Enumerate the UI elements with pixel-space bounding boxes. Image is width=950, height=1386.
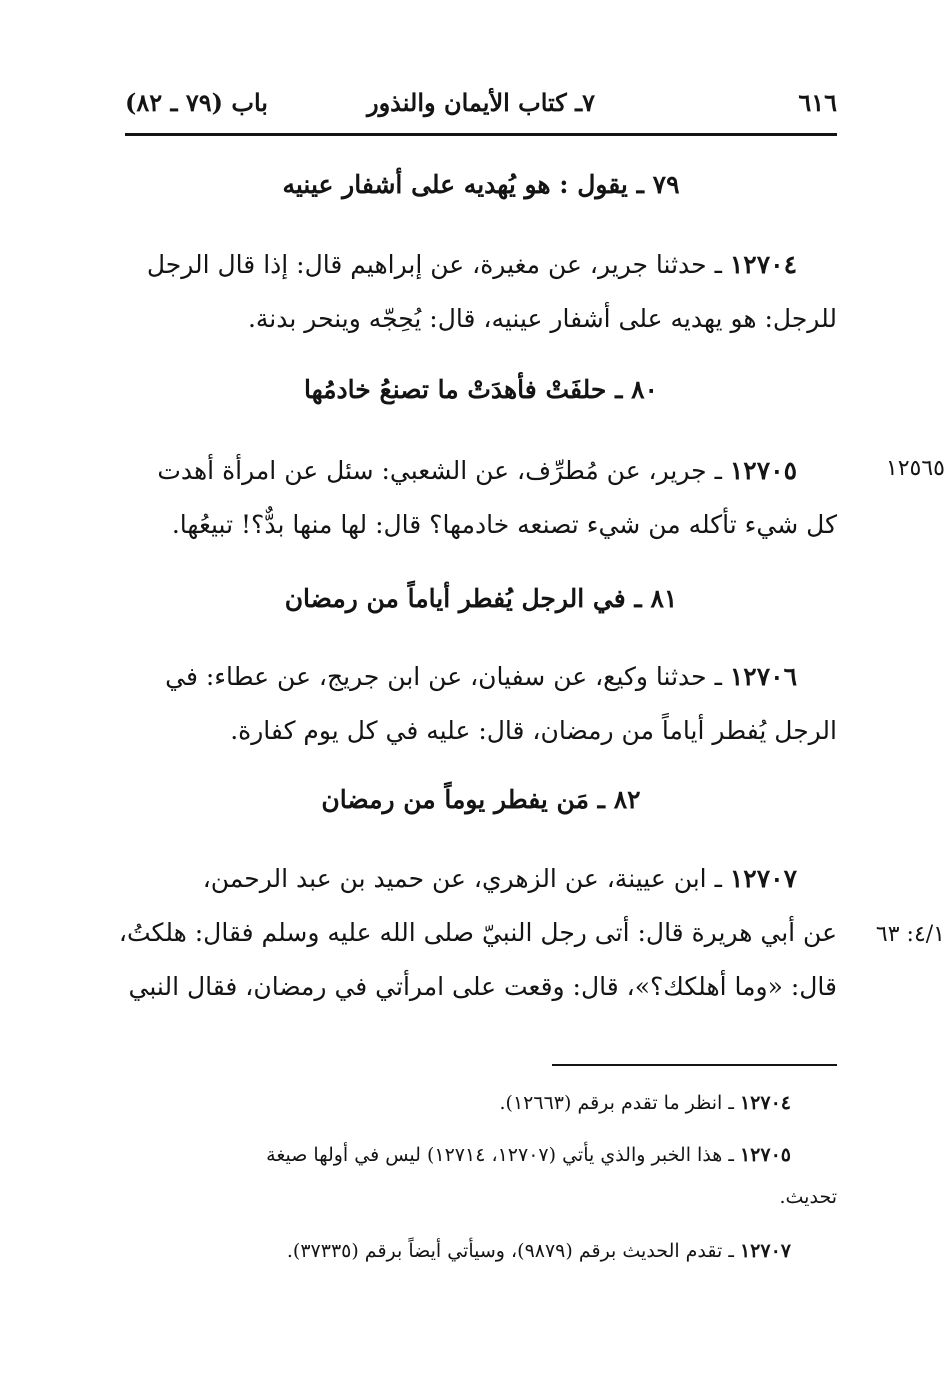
footnote-line: تحديث.: [779, 1186, 837, 1208]
margin-reference: ١٢٥٦٥: [885, 456, 945, 481]
margin-reference: ٤/١: ٦٣: [875, 922, 945, 947]
book-title: ٧ـ كتاب الأيمان والنذور: [367, 88, 595, 117]
footnote-number: ١٢٧٠٥: [739, 1144, 791, 1166]
footnote-number: ١٢٧٠٧: [739, 1240, 791, 1262]
hadith-paragraph: [125, 238, 837, 346]
hadith-paragraph: [125, 444, 837, 552]
hadith-line: عن أبي هريرة قال: أتى رجل النبيّ صلى الله عليه وسلم فقال: هلكتُ،: [118, 918, 837, 947]
footnote-number: ١٢٧٠٤: [739, 1092, 791, 1114]
hadith-number: ١٢٧٠٧: [729, 864, 797, 893]
section-heading: ٨٢ ـ مَن يفطر يوماً من رمضان: [321, 785, 641, 814]
footnote: [125, 1230, 837, 1272]
footnote-line: ١٢٧٠٧ ـ تقدم الحديث برقم (٩٨٧٩)، وسيأتي أيضاً برقم (٣٧٣٣٥).: [286, 1240, 791, 1262]
hadith-line: الرجل يُفطر أياماً من رمضان، قال: عليه في كل يوم كفارة.: [230, 716, 837, 745]
hadith-line: ١٢٧٠٤ ـ حدثنا جرير، عن مغيرة، عن إبراهيم قال: إذا قال الرجل: [146, 250, 797, 279]
section-heading: ٧٩ ـ يقول : هو يُهديه على أشفار عينيه: [282, 170, 680, 199]
hadith-line: ١٢٧٠٧ ـ ابن عيينة، عن الزهري، عن حميد بن عبد الرحمن،: [202, 864, 797, 893]
section-heading: ٨١ ـ في الرجل يُفطر أياماً من رمضان: [284, 584, 678, 613]
hadith-number: ١٢٧٠٦: [729, 662, 797, 691]
hadith-line: قال: «وما أهلكك؟»، قال: وقعت على امرأتي في رمضان، فقال النبي: [128, 972, 837, 1001]
hadith-line: كل شيء تأكله من شيء تصنعه خادمها؟ قال: لها منها بدٌّ؟! تبيعُها.: [171, 510, 837, 539]
hadith-line: ١٢٧٠٥ ـ جرير، عن مُطرِّف، عن الشعبي: سئل عن امرأة أهدت: [157, 456, 797, 485]
hadith-number: ١٢٧٠٥: [729, 456, 797, 485]
footnote: [125, 1134, 837, 1218]
section-heading: ٨٠ ـ حلفَتْ فأهدَتْ ما تصنعُ خادمُها: [304, 375, 658, 404]
chapter-range: باب (٧٩ ـ ٨٢): [125, 88, 268, 117]
footnote: [125, 1082, 837, 1124]
hadith-number: ١٢٧٠٤: [729, 250, 797, 279]
header-rule: [125, 133, 837, 136]
footnote-rule: [552, 1064, 837, 1066]
hadith-paragraph: [118, 852, 837, 1014]
footnote-line: ١٢٧٠٥ ـ هذا الخبر والذي يأتي (١٢٧٠٧، ١٢٧١٤) ليس في أولها صيغة: [266, 1144, 791, 1166]
page-number: ٦١٦: [798, 88, 837, 117]
hadith-line: ١٢٧٠٦ ـ حدثنا وكيع، عن سفيان، عن ابن جريج، عن عطاء: في: [165, 662, 797, 691]
hadith-line: للرجل: هو يهديه على أشفار عينيه، قال: يُحِجّه وينحر بدنة.: [247, 304, 837, 333]
hadith-paragraph: [125, 650, 837, 758]
running-header: [125, 88, 837, 124]
footnote-line: ١٢٧٠٤ ـ انظر ما تقدم برقم (١٢٦٦٣).: [499, 1092, 791, 1114]
